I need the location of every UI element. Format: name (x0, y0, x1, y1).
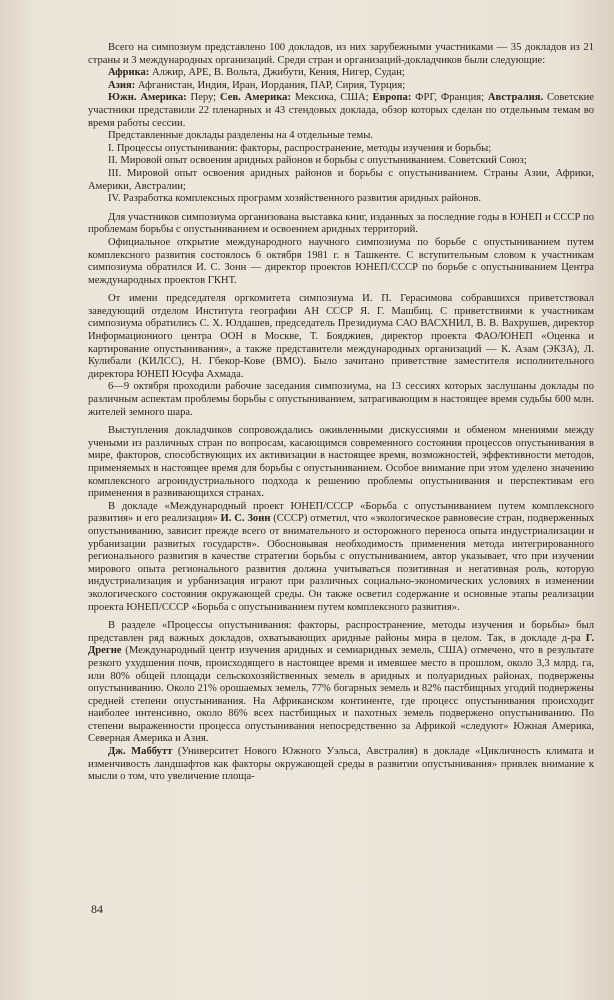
paragraph (88, 155, 594, 168)
text-run: (СССР) отметил, что «экологическое равновесие стран, подверженных опустыниванию, зависит прежде всего от внимательного и осторожного переноса опыта индустриализации и урбанизации развитых государств». Обосновывая необходимость применения метода интегрированного регионального развития в качестве стратегии борьбы с опустыниванием, автор указывает, что при изучении мирового опыта регионального развития должна учитываться позитивная и негативная роль, которую индустриализация и урбанизация играют при различных социально-экономических условиях в изменении экологического состояния окружающей среды. Он также осветил содержание и основные этапы реализации проекта ЮНЕП/СССР «Борьба с опустыниванием путем комплексного развития». (88, 513, 594, 613)
paragraph (88, 212, 594, 237)
text-run: Мексика, США; (291, 92, 373, 104)
text-run: Выступления докладчиков сопровождались оживленными дискуссиями и обменом мнениями между учеными из различных стран по вопросам, касающимся современного состояния процессов опустынивания в мире, факторов, способствующих их активизации в настоящее время, возможностей, эффективности методов, применяемых в настоящее время для борьбы с опустыниванием. Особое внимание при этом уделено значению комплексного агроиндустриального подхода к решению проблемы опустынивания и перспективам его применения в развивающихся странах. (88, 425, 594, 500)
text-run: 6—9 октября проходили рабочие заседания симпозиума, на 13 сессиях которых заслушаны доклады по различным аспектам проблемы борьбы с опустыниванием, затрагивающим в настоящее время судьбы 600 млн. жителей земного шара. (88, 381, 594, 418)
paragraph (88, 130, 594, 143)
bold-term: Европа: (372, 92, 412, 104)
bold-term: Сев. Америка: (219, 92, 291, 104)
text-run: Перу; (186, 92, 220, 104)
text-run: Официальное открытие международного научного симпозиума по борьбе с опустыниванием путем комплексного развития состоялось 6 октября 1981 г. в Ташкенте. С вступительным словом к участникам симпозиума обратился И. С. Зонн — директор проектов ЮНЕП/СССР по борьбе с опустыниванием Центра международных проектов ГКНТ. (88, 236, 594, 286)
paragraph (88, 381, 594, 419)
text-run: Алжир, АРЕ, В. Вольта, Джибути, Кения, Нигер, Судан; (149, 67, 405, 79)
paragraph (88, 501, 594, 614)
page-text (88, 42, 594, 784)
bold-term: Дж. Маббутт (108, 746, 173, 758)
paragraph (88, 425, 594, 501)
paragraph (88, 143, 594, 156)
text-run: III. Мировой опыт освоения аридных районов и борьбы с опустыниванием. Страны Азии, Африки, Америки, Австралии; (88, 167, 594, 192)
bold-term: И. С. Зонн (220, 513, 271, 525)
paragraph (88, 80, 594, 93)
bold-term: Азия: (108, 79, 136, 91)
paragraph (88, 92, 594, 130)
paragraph (88, 42, 594, 67)
text-run: В докладе «Международный проект ЮНЕП/СССР «Борьба с опустыниванием путем комплексного развития» и его реализация» (88, 500, 594, 525)
page-number: 84 (91, 902, 103, 916)
bold-term: Африка: (108, 67, 150, 79)
text-run: (Университет Нового Южного Уэльса, Австралия) в докладе «Цикличность климата и изменчивость ландшафтов как факторы окружающей среды в развитии опустынивания» привлек внимание к мысли о том, что увеличение площа- (88, 746, 594, 783)
paragraph (88, 620, 594, 746)
paragraph (88, 67, 594, 80)
text-run: Советские участники представили 22 пленарных и 43 стендовых доклада, обзор которых сделан по отдельным темам во время работы сессии. (88, 92, 594, 129)
paragraph (88, 746, 594, 784)
paragraph (88, 293, 594, 381)
text-run: (Международный центр изучения аридных и семиаридных земель, США) отмечено, что в результате резкого ухудшения почв, происходящего в настоящее время и имевшее место в прошлом, около 3,3 млрд. га, или 80% общей площади сельскохозяйственных земель в аридных и полуаридных районах, подвержены опустыниванию. Около 21% орошаемых земель, 77% богарных земель и 82% пастбищных угодий подвержены средней степени опустынивания. На Африканском континенте, где процесс опустынивания происходит наиболее интенсивно, около 86% всех пастбищных и пахотных земель подвержено опустыниванию. По степени выраженности процесса опустынивания непосредственно за Африкой «следуют» Южная Америка, Северная Америка и Азия. (88, 645, 594, 745)
text-run: От имени председателя оргкомитета симпозиума И. П. Герасимова собравшихся приветствовал заведующий отделом Института географии АН СССР Я. Г. Машбиц. С приветствиями к участникам симпозиума обратились С. Х. Юлдашев, председатель Президиума САО ВАСХНИЛ, В. В. Вахрушев, директор Информационного центра ООН в Москве, Т. Бояджиев, директор проекта ФАО/ЮНЕП «Оценка и картирование опустынивания», а также представители международных организаций — К. Азам (ЭКЗА), Л. Кулибали (КИЛСС), Н. Гбекор-Кове (ВМО). Было зачитано приветствие заместителя исполнительного директора ЮНЕП Юсуфа Ахмада. (88, 293, 594, 380)
text-run: Афганистан, Индия, Иран, Иордания, ПАР, Сирия, Турция; (135, 79, 406, 91)
text-run: I. Процессы опустынивания: факторы, распространение, методы изучения и борьбы; (108, 142, 492, 154)
paragraph (88, 237, 594, 287)
bold-term: Южн. Америка: (108, 92, 187, 104)
text-run: II. Мировой опыт освоения аридных районов и борьбы с опустыниванием. Советский Союз; (108, 155, 527, 167)
bold-term: Г. Дрегне (88, 632, 594, 657)
text-run: ФРГ, Франция; (411, 92, 488, 104)
bold-term: Австралия. (487, 92, 544, 104)
paragraph (88, 168, 594, 193)
text-run: Всего на симпозиум представлено 100 докладов, из них зарубежными участниками — 35 докладов из 21 страны и 3 международных организаций. Среди стран и организаций-докладчиков были следующие: (88, 42, 594, 66)
text-run: Представленные доклады разделены на 4 отдельные темы. (108, 130, 373, 142)
text-run: IV. Разработка комплексных программ хозяйственного развития аридных районов. (108, 193, 482, 205)
text-run: В разделе «Процессы опустынивания: факторы, распространение, методы изучения и борьбы» был представлен ряд важных докладов, охватывающих аридные районы мира в целом. Так, в докладе д-ра (88, 620, 594, 644)
paragraph (88, 193, 594, 206)
text-run: Для участников симпозиума организована выставка книг, изданных за последние годы в ЮНЕП и СССР по проблемам борьбы с опустыниванием и освоением аридных территорий. (88, 211, 594, 236)
